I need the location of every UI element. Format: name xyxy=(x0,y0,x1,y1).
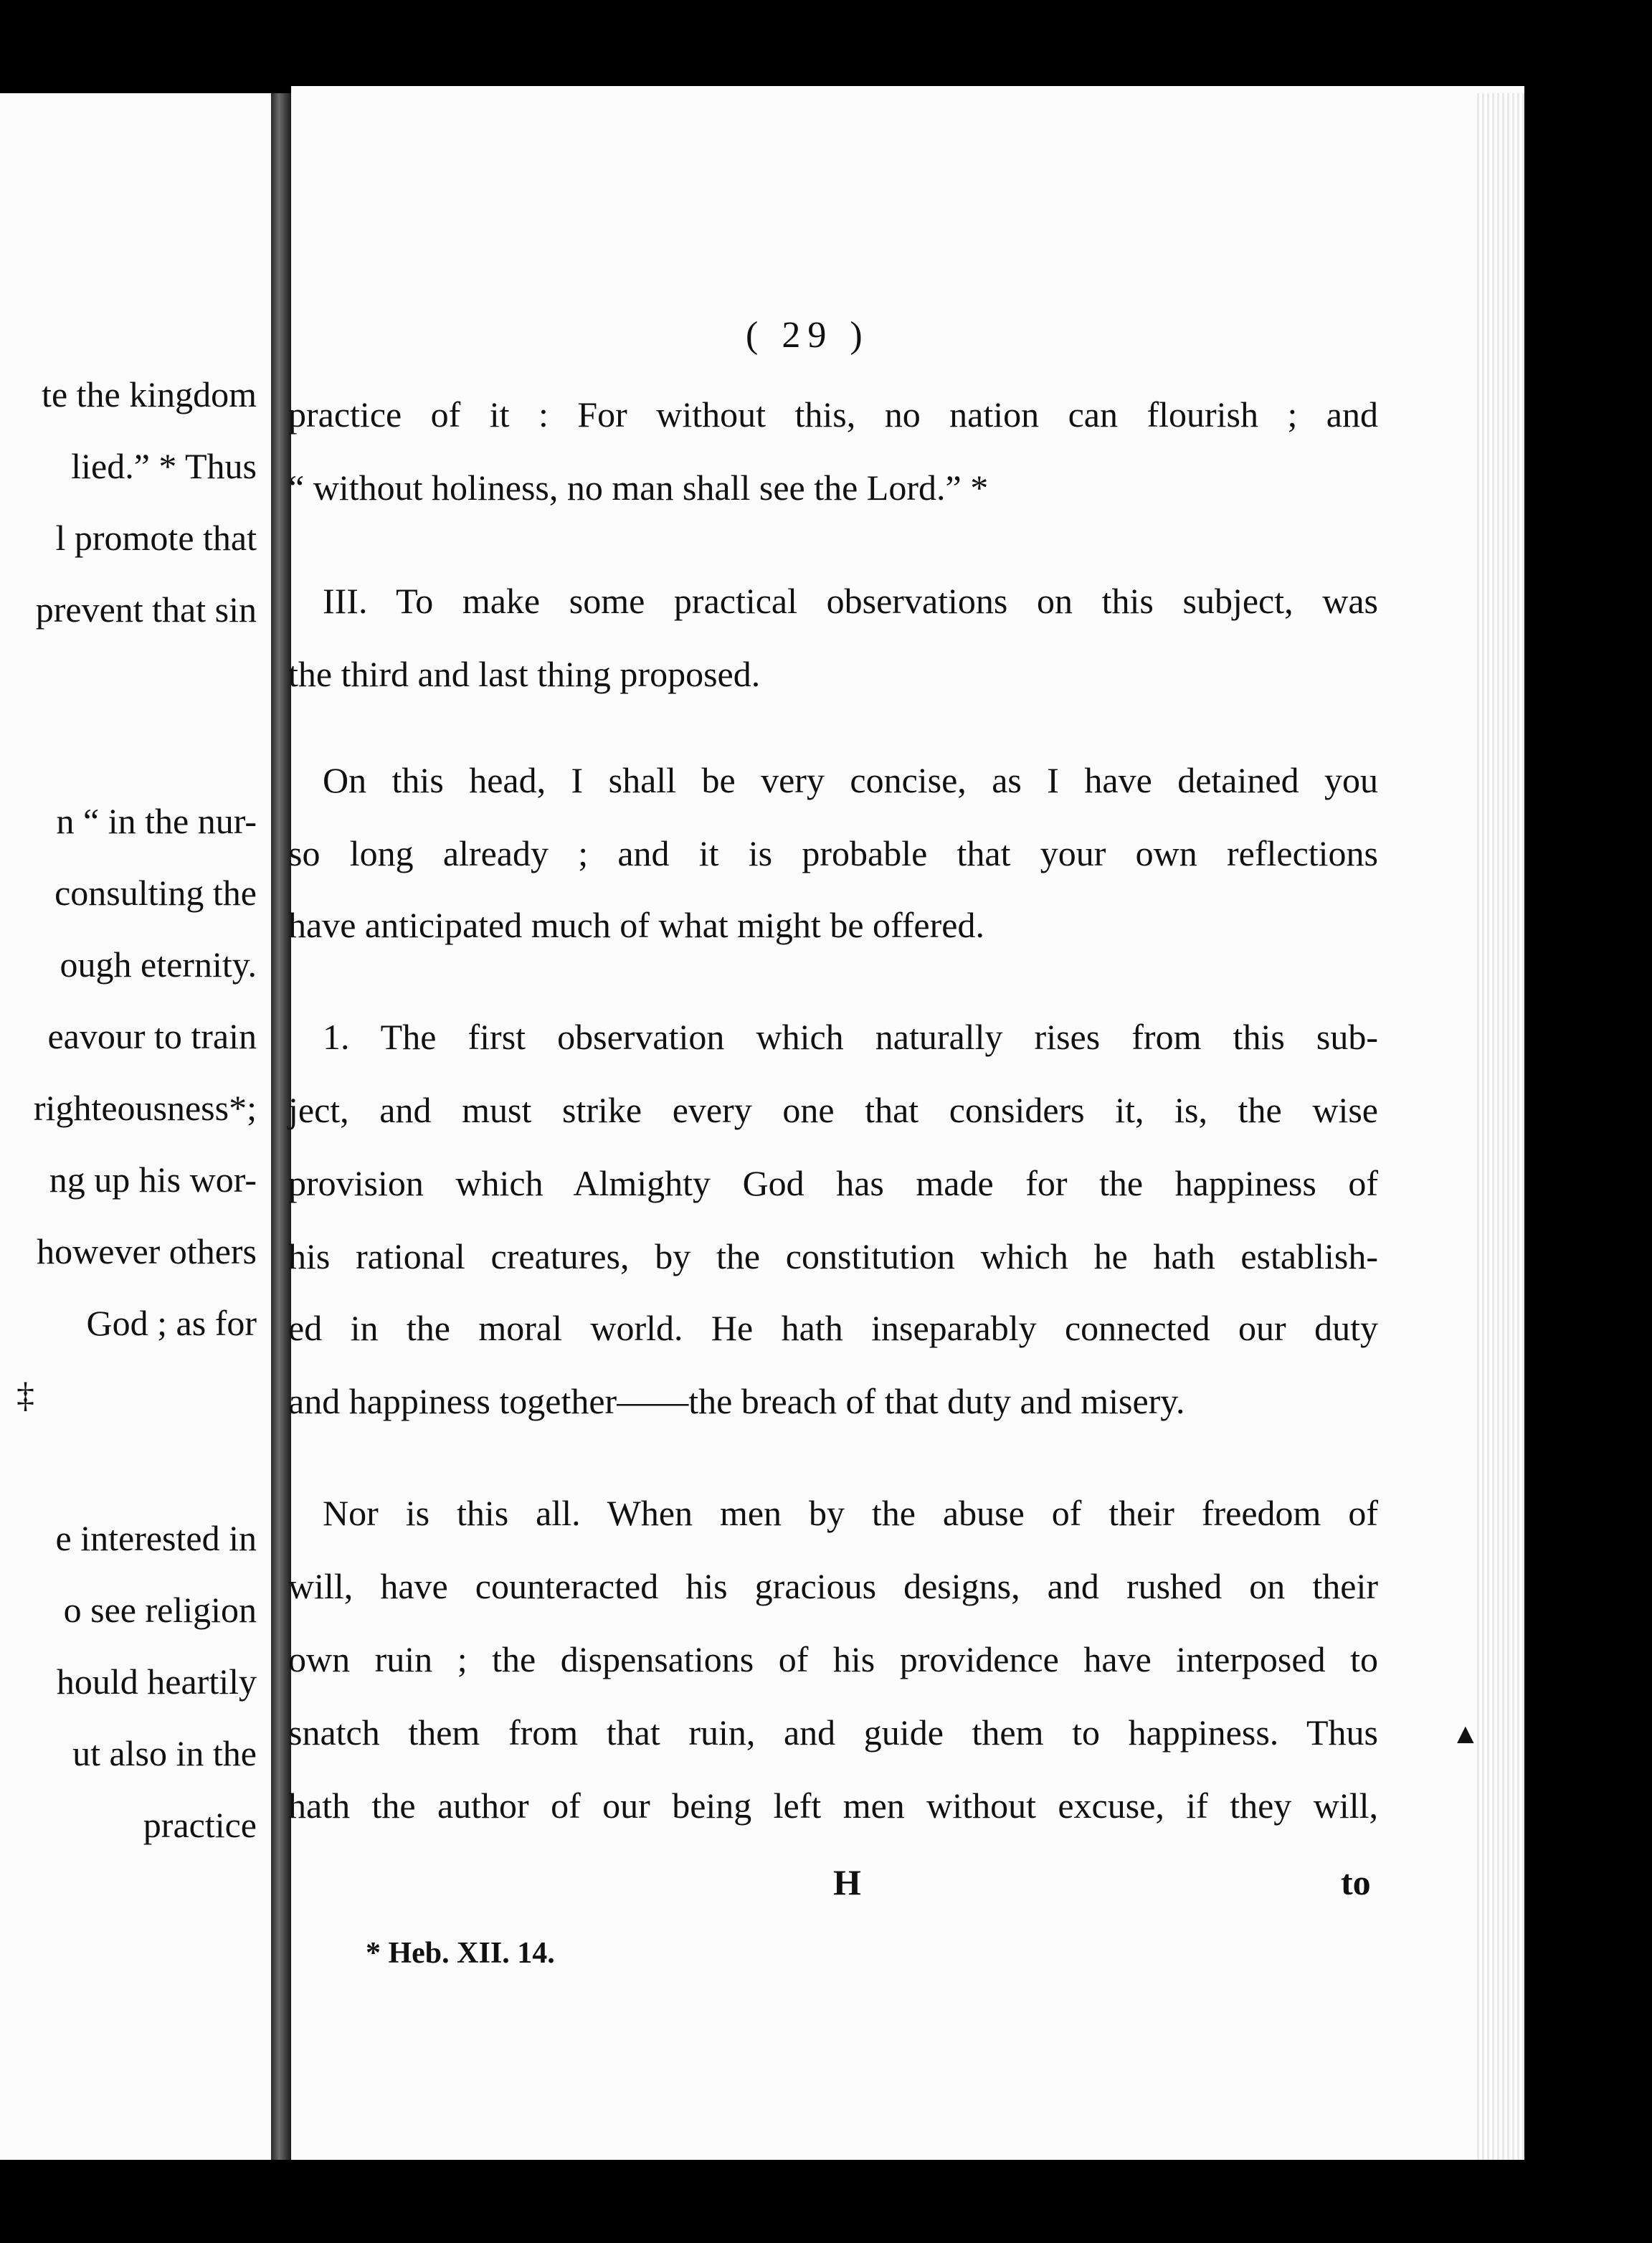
left-line: lied.” * Thus xyxy=(71,446,257,486)
text-line: Nor is this all. When men by the abuse of their freedom of xyxy=(323,1493,1378,1533)
text-line: own ruin ; the dispensations of his providence have interposed to xyxy=(288,1639,1378,1679)
catchword: to xyxy=(1341,1862,1371,1902)
text-line: practice of it : For without this, no nation can flourish ; and xyxy=(288,394,1378,435)
footnote: * Heb. XII. 14. xyxy=(366,1937,555,1970)
text-line: provision which Almighty God has made for the happiness of xyxy=(288,1163,1378,1203)
text-line: On this head, I shall be very concise, as I have detained you xyxy=(323,760,1378,800)
left-line: ng up his wor- xyxy=(49,1160,257,1200)
left-line: prevent that sin xyxy=(35,589,257,630)
text-line: hath the author of our being left men without excuse, if they will, xyxy=(288,1786,1378,1826)
text-line: and happiness together——the breach of that duty and misery. xyxy=(288,1381,1185,1421)
left-line: consulting the xyxy=(54,873,257,913)
page-number: ( 29 ) xyxy=(746,315,870,356)
left-line: te the kingdom xyxy=(42,374,257,414)
text-line: ject, and must strike every one that considers it, is, the wise xyxy=(288,1090,1378,1130)
left-line: righteousness*; xyxy=(33,1088,257,1128)
left-line: practice xyxy=(143,1805,257,1845)
scan-background xyxy=(1524,0,1652,2243)
left-line: o see religion xyxy=(63,1590,257,1630)
text-line: his rational creatures, by the constitution which he hath establish- xyxy=(288,1236,1378,1276)
left-page-fragment xyxy=(0,93,271,2160)
text-line: will, have counteracted his gracious designs, and rushed on their xyxy=(288,1566,1378,1606)
text-line: III. To make some practical observations on this subject, was xyxy=(323,581,1378,621)
left-line: ut also in the xyxy=(72,1733,257,1773)
page-edges xyxy=(1477,93,1524,2160)
text-line: the third and last thing proposed. xyxy=(288,654,761,694)
text-line: “ without holiness, no man shall see the Lord.” * xyxy=(288,468,989,508)
left-line: n “ in the nur- xyxy=(56,801,257,841)
left-line: ‡ xyxy=(16,1375,34,1415)
left-line: however others xyxy=(37,1231,257,1271)
left-line: God ; as for xyxy=(86,1303,257,1343)
left-line: hould heartily xyxy=(56,1661,257,1702)
ink-blot-mark: ▲ xyxy=(1451,1717,1480,1750)
text-line: snatch them from that ruin, and guide them to happiness. Thus xyxy=(288,1712,1378,1753)
text-line: have anticipated much of what might be offered. xyxy=(288,905,984,945)
left-line: e interested in xyxy=(55,1518,257,1558)
left-line: l promote that xyxy=(55,518,257,558)
left-line: eavour to train xyxy=(47,1016,257,1056)
text-line: so long already ; and it is probable that your own reflections xyxy=(288,833,1378,873)
text-line: ed in the moral world. He hath inseparably connected our duty xyxy=(288,1308,1378,1348)
left-line: ough eternity. xyxy=(60,944,257,985)
catchword-signature: H xyxy=(833,1862,861,1902)
text-line: 1. The first observation which naturally rises from this sub- xyxy=(323,1017,1378,1057)
